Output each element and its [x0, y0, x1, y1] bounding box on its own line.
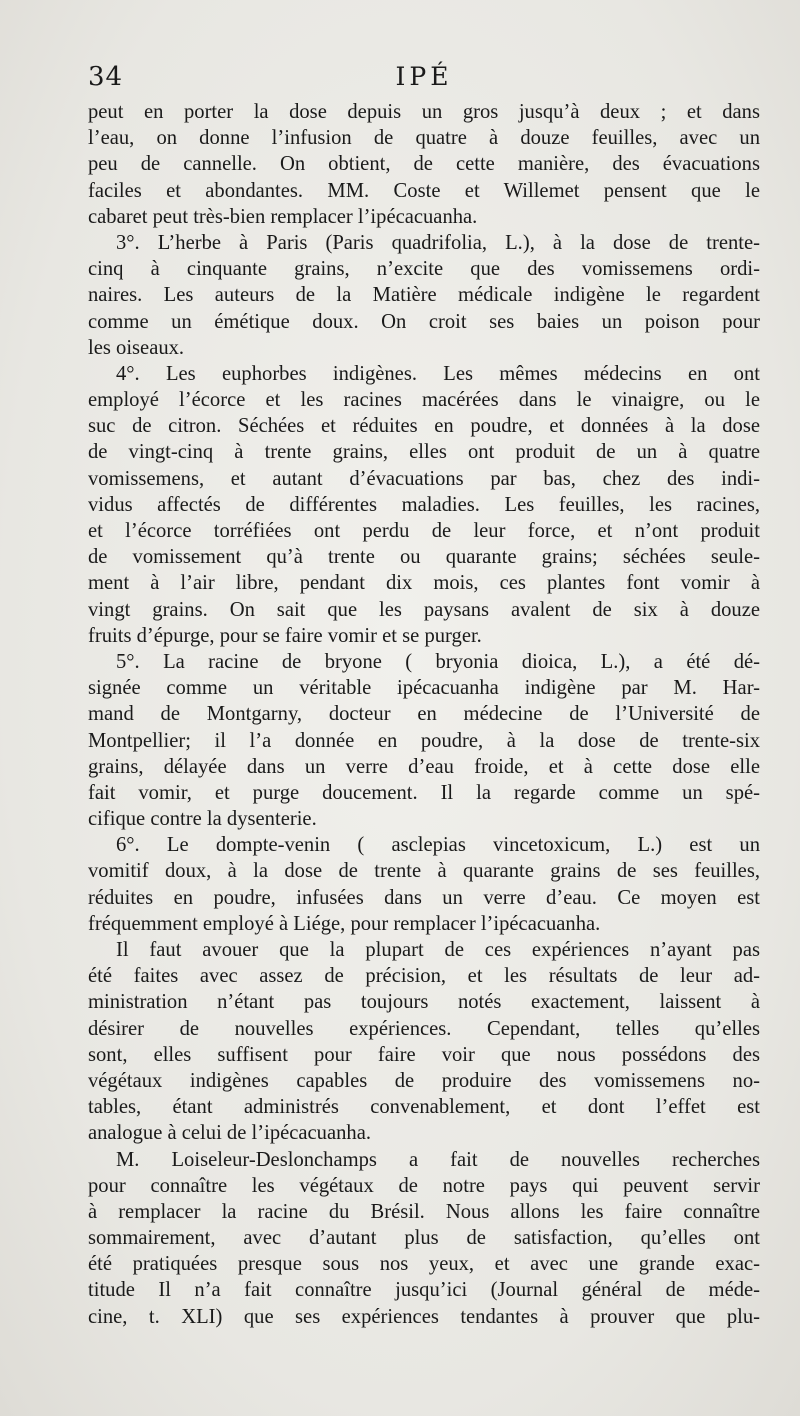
body-text: [88, 99, 760, 1330]
text-line: Il faut avouer que la plupart de ces expériences n’ayant pas: [116, 939, 760, 961]
text-line: titude Il n’a fait connaître jusqu’ici (Journal général de méde-: [88, 1279, 760, 1302]
text-line: fréquemment employé à Liége, pour remplacer l’ipécacuanha.: [88, 912, 601, 935]
text-line: signée comme un véritable ipécacuanha indigène par M. Har-: [88, 677, 760, 700]
running-head: IPÉ: [395, 62, 453, 91]
text-line: désirer de nouvelles expériences. Cependant, telles qu’elles: [88, 1017, 760, 1040]
text-line: employé l’écorce et les racines macérées dans le vinaigre, ou le: [88, 389, 760, 412]
page-header: [88, 62, 760, 94]
text-line: ment à l’air libre, pendant dix mois, ces plantes font vomir à: [88, 572, 760, 595]
text-line: faciles et abondantes. MM. Coste et Willemet pensent que le: [88, 179, 760, 202]
text-line: 6°. Le dompte-venin ( asclepias vincetoxicum, L.) est un: [116, 834, 760, 857]
text-line: mand de Montgarny, docteur en médecine de l’Université de: [88, 703, 760, 726]
text-line: été faites avec assez de précision, et les résultats de leur ad-: [88, 965, 760, 988]
text-line: 5°. La racine de bryone ( bryonia dioica, L.), a été dé-: [116, 650, 760, 673]
text-line: réduites en poudre, infusées dans un verre d’eau. Ce moyen est: [88, 886, 760, 909]
text-line: 3°. L’herbe à Paris (Paris quadrifolia, L.), à la dose de trente-: [116, 231, 760, 254]
text-line: naires. Les auteurs de la Matière médicale indigène le regardent: [88, 284, 760, 307]
text-line: pour connaître les végétaux de notre pays qui peuvent servir: [88, 1174, 760, 1197]
text-line: vomitif doux, à la dose de trente à quarante grains de ses feuilles,: [88, 860, 760, 883]
text-line: été pratiquées presque sous nos yeux, et avec une grande exac-: [88, 1253, 760, 1276]
text-line: l’eau, on donne l’infusion de quatre à douze feuilles, avec un: [88, 127, 760, 150]
text-line: à remplacer la racine du Brésil. Nous allons les faire connaître: [88, 1200, 760, 1223]
text-line: vidus affectés de différentes maladies. Les feuilles, les racines,: [88, 493, 760, 516]
text-line: de vomissement qu’à trente ou quarante grains; séchées seule-: [88, 546, 760, 569]
text-line: vingt grains. On sait que les paysans avalent de six à douze: [88, 598, 760, 621]
text-line: fait vomir, et purge doucement. Il la regarde comme un spé-: [88, 781, 760, 804]
text-line: cifique contre la dysenterie.: [88, 808, 317, 831]
text-line: tables, étant administrés convenablement, et dont l’effet est: [88, 1096, 760, 1119]
text-line: grains, délayée dans un verre d’eau froide, et à cette dose elle: [88, 755, 760, 778]
text-line: peut en porter la dose depuis un gros jusqu’à deux ; et dans: [88, 101, 760, 123]
text-line: ministration n’étant pas toujours notés exactement, laissent à: [88, 991, 760, 1014]
text-line: sont, elles suffisent pour faire voir que nous possédons des: [88, 1043, 760, 1066]
text-line: cinq à cinquante grains, n’excite que des vomissemens ordi-: [88, 258, 760, 281]
text-line: cine, t. XLI) que ses expériences tendantes à prouver que plu-: [88, 1305, 760, 1328]
text-line: les oiseaux.: [88, 336, 185, 359]
text-line: comme un émétique doux. On croit ses baies un poison pour: [88, 310, 760, 333]
text-line: fruits d’épurge, pour se faire vomir et se purger.: [88, 624, 482, 647]
text-line: cabaret peut très-bien remplacer l’ipécacuanha.: [88, 205, 478, 228]
text-line: peu de cannelle. On obtient, de cette manière, des évacuations: [88, 153, 760, 176]
text-line: suc de citron. Séchées et réduites en poudre, et données à la dose: [88, 415, 760, 438]
text-line: vomissemens, et autant d’évacuations par bas, chez des indi-: [88, 467, 760, 490]
text-line: M. Loiseleur-Deslonchamps a fait de nouvelles recherches: [116, 1148, 760, 1171]
text-line: et l’écorce torréfiées ont perdu de leur force, et n’ont produit: [88, 520, 760, 542]
text-line: sommairement, avec d’autant plus de satisfaction, qu’elles ont: [88, 1227, 760, 1250]
text-line: Montpellier; il l’a donnée en poudre, à la dose de trente-six: [88, 729, 760, 752]
text-line: végétaux indigènes capables de produire des vomissemens no-: [88, 1069, 760, 1092]
text-line: analogue à celui de l’ipécacuanha.: [88, 1122, 372, 1145]
text-line: de vingt-cinq à trente grains, elles ont produit de un à quatre: [88, 441, 760, 464]
page-number: 34: [88, 62, 124, 92]
text-line: 4°. Les euphorbes indigènes. Les mêmes médecins en ont: [116, 362, 760, 385]
